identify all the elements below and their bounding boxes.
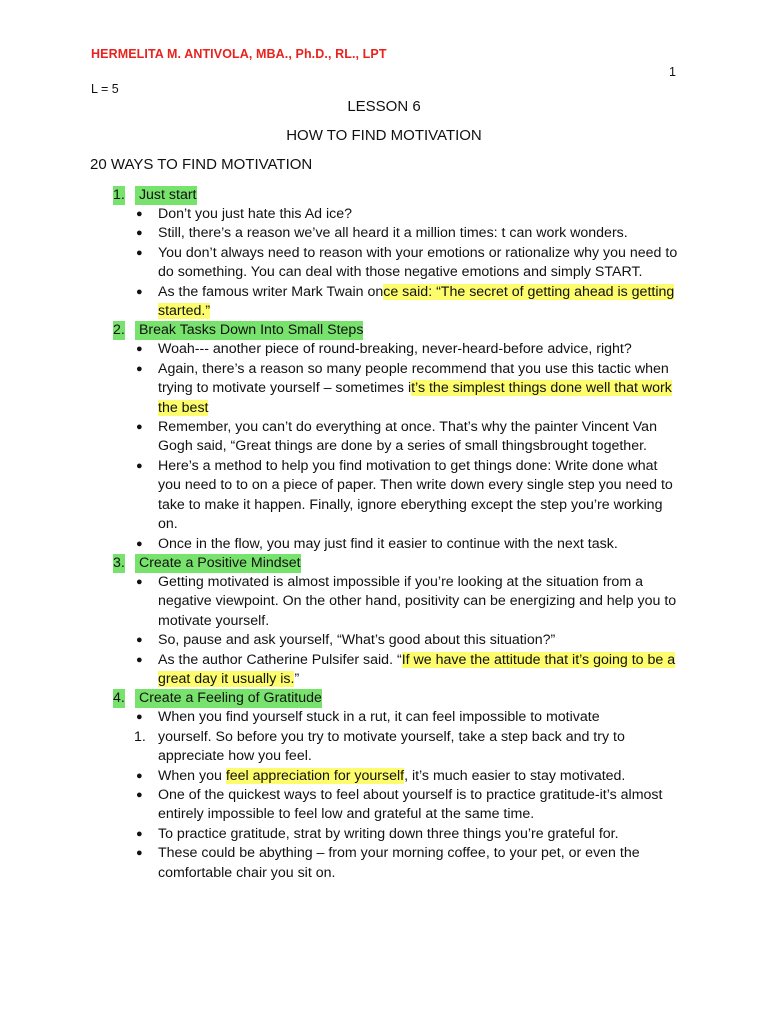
section-heading: 20 WAYS TO FIND MOTIVATION xyxy=(90,156,313,173)
highlighted-text: t’s the simplest things done well that work the best xyxy=(158,380,672,416)
item-heading-text: Break Tasks Down Into Small Steps xyxy=(135,322,364,339)
bullet-text: Still, there’s a reason we’ve all heard it a million times: t can work wonders. xyxy=(158,225,628,242)
bullet-text: These could be abything – from your morning coffee, to your pet, or even the comfortable chair you sit on. xyxy=(158,845,640,881)
item-number: 1. xyxy=(113,187,125,203)
bullet-item xyxy=(0,708,678,727)
item-number: 3. xyxy=(113,554,125,571)
lesson-subtitle: HOW TO FIND MOTIVATION xyxy=(286,127,482,144)
bullet-icon: ● xyxy=(136,343,143,356)
bullet-text: As the famous writer Mark Twain on xyxy=(158,283,384,300)
bullet-icon: ● xyxy=(136,421,143,434)
bullet-text-after: ” xyxy=(294,670,300,687)
bullet-item xyxy=(0,767,678,786)
item-heading-text: Just start xyxy=(135,187,197,203)
bullet-icon: ● xyxy=(136,711,143,724)
item-heading xyxy=(0,554,768,573)
bullet-icon: ● xyxy=(136,208,143,220)
bullet-text: When you find yourself stuck in a rut, it can feel impossible to motivate xyxy=(158,709,600,726)
bullet-icon: ● xyxy=(136,788,143,801)
page-number: 1 xyxy=(669,65,676,79)
list-number: 1. xyxy=(134,728,146,745)
bullet-item xyxy=(0,573,678,631)
author-name: HERMELITA M. ANTIVOLA, MBA., Ph.D., RL., LPT xyxy=(91,47,387,61)
bullet-item xyxy=(0,631,678,650)
bullet-text: You don’t always need to reason with your emotions or rationalize why you need to do something. You can deal with those negative emotions and simply START. xyxy=(158,244,678,281)
bullet-item xyxy=(0,535,678,554)
bullet-icon: ● xyxy=(136,246,143,259)
bullet-text: To practice gratitude, strat by writing down three things you’re grateful for. xyxy=(158,825,619,842)
bullet-item xyxy=(0,244,678,283)
bullet-icon: ● xyxy=(136,653,143,666)
bullet-icon: ● xyxy=(136,459,143,472)
item-heading xyxy=(0,186,768,205)
bullet-text: Getting motivated is almost impossible if you’re looking at the situation from a negative viewpoint. On the other hand, positivity can be energizing and help you to motivate yourself. xyxy=(158,573,677,629)
highlighted-text: feel appreciation for yourself xyxy=(225,767,405,784)
bullet-item xyxy=(0,786,678,825)
bullet-icon: ● xyxy=(136,227,143,240)
bullet-text: yourself. So before you try to motivate yourself, take a step back and try to appreciate how you feel. xyxy=(158,728,625,765)
item-heading-text: Create a Positive Mindset xyxy=(135,554,301,571)
bullet-text: One of the quickest ways to feel about yourself is to practice gratitude-it’s almost entirely impossible to feel low and grateful at the same time. xyxy=(158,786,663,823)
bullet-icon: ● xyxy=(136,847,143,860)
bullet-item xyxy=(0,205,678,224)
bullet-item xyxy=(0,825,678,844)
bullet-text-after: , it’s much easier to stay motivated. xyxy=(404,767,626,784)
bullet-icon: ● xyxy=(136,537,143,550)
bullet-text: Woah--- another piece of round-breaking, never-heard-before advice, right? xyxy=(158,341,632,358)
item-list xyxy=(0,186,768,883)
bullet-icon: ● xyxy=(136,634,143,647)
bullet-text: Once in the flow, you may just find it easier to continue with the next task. xyxy=(158,535,618,552)
bullet-text: Here’s a method to help you find motivation to get things done: Write done what you need to to on a piece of paper. Then write down every single step you need to take to make it happen. Finally, ignore eberything except the step you’re working on. xyxy=(158,457,673,533)
bullet-text: Again, there’s a reason so many people recommend that you use this tactic when trying to motivate yourself – sometimes i xyxy=(158,360,669,397)
bullet-item xyxy=(0,728,678,767)
item-heading-text: Create a Feeling of Gratitude xyxy=(135,690,322,707)
bullet-text: So, pause and ask yourself, “What’s good about this situation?” xyxy=(158,632,556,649)
item-number: 2. xyxy=(113,322,125,339)
level-label: L = 5 xyxy=(91,82,119,96)
highlighted-text: ce said: “The secret of getting ahead is getting started.” xyxy=(158,283,675,320)
bullet-icon: ● xyxy=(136,827,143,840)
bullet-item xyxy=(0,283,678,322)
bullet-icon: ● xyxy=(136,575,143,588)
bullet-text: Remember, you can’t do everything at once. That’s why the painter Vincent Van Gogh said, “Great things are done by a series of small thingsbrought together. xyxy=(158,419,657,455)
item-heading xyxy=(0,321,768,340)
bullet-icon: ● xyxy=(136,769,143,782)
item-number: 4. xyxy=(113,690,125,707)
bullet-icon: ● xyxy=(136,285,143,298)
item-heading xyxy=(0,689,768,708)
bullet-text: As the author Catherine Pulsifer said. “ xyxy=(158,651,402,668)
bullet-item xyxy=(0,224,678,243)
bullet-item xyxy=(0,457,678,535)
bullet-text: Don’t you just hate this Ad ice? xyxy=(158,206,353,222)
highlighted-text: If we have the attitude that it’s going to be a great day it usually is. xyxy=(158,651,676,687)
bullet-icon: ● xyxy=(136,362,143,375)
lesson-title: LESSON 6 xyxy=(347,98,421,115)
bullet-item xyxy=(0,651,678,690)
bullet-item xyxy=(0,360,678,418)
bullet-text: When you xyxy=(158,767,226,784)
bullet-item xyxy=(0,418,678,457)
bullet-item xyxy=(0,844,678,883)
bullet-item xyxy=(0,340,678,359)
